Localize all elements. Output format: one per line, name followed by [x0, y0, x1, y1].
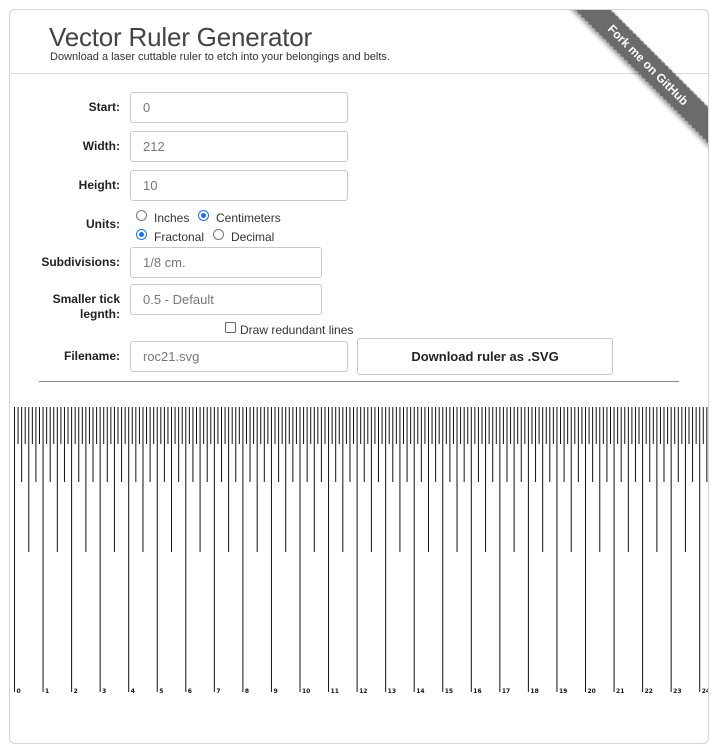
- ruler-number: 15: [444, 688, 454, 695]
- form-divider: [39, 381, 679, 382]
- redundant-lines-label: Draw redundant lines: [240, 323, 354, 337]
- radio-decimal-label: Decimal: [231, 230, 275, 244]
- ruler-number: 16: [473, 688, 482, 695]
- ruler-number: 24: [701, 688, 710, 695]
- github-ribbon[interactable]: [558, 10, 708, 160]
- ruler-number: 18: [530, 688, 539, 695]
- ruler-number: 19: [558, 688, 568, 695]
- subdivisions-select[interactable]: 1/8 cm.: [130, 247, 322, 278]
- ruler-number: 20: [587, 688, 596, 695]
- radio-fractional-label: Fractonal: [154, 230, 205, 244]
- main-card: [9, 9, 709, 744]
- download-svg-button[interactable]: Download ruler as .SVG: [357, 338, 613, 375]
- ruler-number: 21: [616, 688, 625, 695]
- redundant-lines-checkbox[interactable]: [225, 322, 236, 333]
- smaller-tick-select[interactable]: 0.5 - Default: [130, 284, 322, 315]
- radio-fractional[interactable]: [136, 229, 147, 240]
- ruler-number: 22: [644, 688, 653, 695]
- filename-label: Filename:: [63, 349, 120, 363]
- width-label: Width:: [82, 139, 120, 153]
- smaller-tick-label-line2: legnth:: [80, 307, 120, 321]
- filename-input[interactable]: roc21.svg: [130, 341, 348, 372]
- radio-inches[interactable]: [136, 210, 147, 221]
- ruler-number: 13: [387, 688, 397, 695]
- ruler-number: 14: [416, 688, 425, 695]
- ruler-number: 5: [159, 688, 164, 695]
- start-label: Start:: [88, 100, 120, 114]
- page-subtitle: Download a laser cuttable ruler to etch into your belongings and belts.: [50, 51, 390, 63]
- ruler-number: 4: [130, 688, 135, 695]
- ruler-number: 2: [73, 688, 78, 695]
- ruler-number: 7: [216, 688, 221, 695]
- ruler-number: 17: [501, 688, 511, 695]
- ruler-number: 11: [330, 688, 339, 695]
- ruler-number: 10: [302, 688, 311, 695]
- ruler-number: 1: [45, 688, 50, 695]
- ruler-number: 6: [187, 688, 192, 695]
- units-label: Units:: [86, 217, 120, 231]
- ruler-number: 0: [16, 688, 21, 695]
- ruler-preview: [10, 407, 709, 707]
- page-title: Vector Ruler Generator: [49, 22, 312, 52]
- ruler-number: 12: [359, 688, 368, 695]
- smaller-tick-label-line1: Smaller tick: [52, 292, 120, 306]
- start-input[interactable]: 0: [130, 92, 348, 123]
- radio-inches-label: Inches: [154, 211, 190, 225]
- ruler-number: 3: [102, 688, 107, 695]
- height-label: Height:: [78, 178, 120, 192]
- ruler-number: 9: [273, 688, 278, 695]
- subdivisions-label: Subdivisions:: [41, 255, 120, 269]
- ruler-number: 8: [244, 688, 250, 695]
- radio-centimeters[interactable]: [198, 210, 209, 221]
- height-input[interactable]: 10: [130, 170, 348, 201]
- width-input[interactable]: 212: [130, 131, 348, 162]
- radio-centimeters-label: Centimeters: [216, 211, 281, 225]
- github-ribbon-label[interactable]: Fork me on GitHub: [561, 10, 708, 152]
- ruler-number: 23: [673, 688, 682, 695]
- radio-decimal[interactable]: [213, 229, 224, 240]
